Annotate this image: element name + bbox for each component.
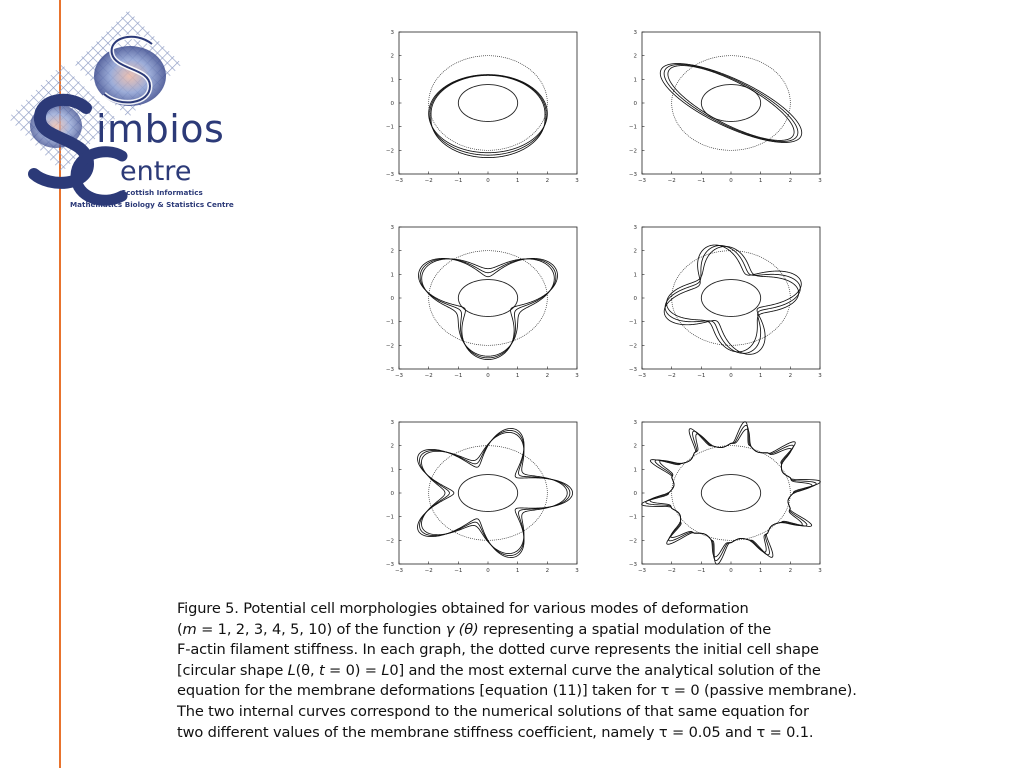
caption-line-2: (m = 1, 2, 3, 4, 5, 10) of the function γ (θ) representing a spatial modulation of the [177, 620, 772, 638]
caption-line-6: The two internal curves correspond to the numerical solutions of that same equation for [177, 702, 809, 720]
x-tick-label: −3 [637, 568, 647, 574]
plot-mode-1 [379, 24, 585, 184]
y-tick-label: 1 [633, 467, 637, 474]
nucleus-curve [458, 85, 517, 122]
initial-shape-curve [429, 251, 548, 346]
y-tick-label: −3 [628, 562, 637, 568]
x-tick-label: −2 [424, 178, 433, 184]
x-tick-label: −2 [424, 568, 433, 574]
logo-word-imbios: imbios [96, 107, 225, 151]
y-tick-label: 1 [390, 272, 394, 279]
y-tick-label: −2 [385, 538, 394, 545]
x-tick-label: 3 [818, 178, 822, 184]
plot-mode-10 [622, 414, 828, 574]
x-tick-label: −1 [697, 178, 706, 184]
x-tick-label: 0 [486, 178, 490, 184]
caption-line-4: [circular shape L(θ, t = 0) = L0] and the most external curve the analytical solution of the [177, 661, 821, 679]
x-tick-label: 3 [575, 178, 579, 184]
y-tick-label: 0 [390, 491, 394, 497]
plot-svg [622, 414, 828, 574]
x-tick-label: 2 [788, 373, 793, 379]
numerical-solution-curve [665, 246, 800, 354]
x-tick-label: 2 [545, 568, 550, 574]
numerical-solution-curve [431, 75, 545, 157]
simbios-logo-graphic [4, 8, 234, 218]
y-tick-label: −1 [628, 514, 637, 521]
plot-mode-2 [622, 24, 828, 184]
y-tick-label: 0 [633, 296, 637, 302]
y-tick-label: −2 [385, 148, 394, 155]
y-tick-label: −2 [385, 343, 394, 350]
plot-mode-5 [379, 414, 585, 574]
numerical-solution-curve [422, 259, 555, 356]
y-tick-label: −3 [628, 172, 637, 178]
nucleus-curve [458, 475, 517, 512]
y-tick-label: 2 [390, 443, 394, 450]
plot-svg [379, 414, 585, 574]
y-tick-label: −3 [385, 367, 394, 373]
plot-mode-4 [622, 219, 828, 379]
x-tick-label: −1 [454, 568, 463, 574]
analytic-solution-curve [418, 428, 573, 557]
x-tick-label: 0 [486, 373, 490, 379]
y-tick-label: 1 [390, 77, 394, 84]
nucleus-curve [701, 475, 760, 512]
logo-line-1: Scottish Informatics [121, 188, 203, 197]
x-tick-label: −3 [394, 373, 404, 379]
y-tick-label: −3 [385, 172, 394, 178]
initial-shape-curve [429, 56, 548, 151]
numerical-solution-curve [667, 246, 799, 351]
plot-frame [642, 32, 820, 174]
initial-shape-curve [672, 446, 791, 541]
caption-line-7: two different values of the membrane stiffness coefficient, namely τ = 0.05 and τ = 0.1. [177, 723, 814, 741]
x-tick-label: 1 [515, 568, 520, 574]
x-tick-label: −1 [697, 568, 706, 574]
y-tick-label: 3 [633, 420, 637, 426]
y-tick-label: −2 [628, 343, 637, 350]
plot-svg [622, 24, 828, 184]
y-tick-label: 0 [390, 296, 394, 302]
y-tick-label: −1 [385, 319, 394, 326]
x-tick-label: −1 [454, 373, 463, 379]
analytic-solution-curve [664, 245, 801, 354]
x-tick-label: 1 [758, 373, 763, 379]
y-tick-label: 0 [633, 101, 637, 107]
y-tick-label: −1 [385, 124, 394, 131]
y-tick-label: 2 [633, 248, 637, 255]
figure-caption [177, 599, 1007, 743]
x-tick-label: −3 [394, 178, 404, 184]
x-tick-label: 3 [818, 568, 822, 574]
y-tick-label: −3 [385, 562, 394, 568]
x-tick-label: −2 [667, 178, 676, 184]
x-tick-label: −3 [637, 373, 647, 379]
y-tick-label: 3 [633, 30, 637, 36]
caption-line-1: Figure 5. Potential cell morphologies obtained for various modes of deformation [177, 600, 749, 617]
y-tick-label: 0 [633, 491, 637, 497]
y-tick-label: 1 [633, 272, 637, 279]
plot-frame [399, 227, 577, 369]
plot-svg [379, 24, 585, 184]
initial-shape-curve [429, 446, 548, 541]
y-tick-label: 1 [390, 467, 394, 474]
x-tick-label: 1 [758, 178, 763, 184]
initial-shape-curve [672, 251, 791, 346]
analytic-solution-curve [660, 64, 801, 143]
x-tick-label: −2 [424, 373, 433, 379]
x-tick-label: 2 [788, 178, 793, 184]
y-tick-label: 2 [390, 53, 394, 60]
nucleus-curve [458, 280, 517, 317]
y-tick-label: 2 [390, 248, 394, 255]
plot-mode-3 [379, 219, 585, 379]
y-tick-label: −1 [628, 124, 637, 131]
y-tick-label: 0 [390, 101, 394, 107]
y-tick-label: 2 [633, 443, 637, 450]
y-tick-label: −2 [628, 148, 637, 155]
y-tick-label: −3 [628, 367, 637, 373]
x-tick-label: −2 [667, 568, 676, 574]
numerical-solution-curve [650, 429, 812, 557]
nucleus-curve [701, 280, 760, 317]
y-tick-label: −1 [628, 319, 637, 326]
x-tick-label: 2 [788, 568, 793, 574]
numerical-solution-curve [422, 432, 568, 553]
x-tick-label: 3 [575, 373, 579, 379]
x-tick-label: −1 [454, 178, 463, 184]
y-tick-label: 3 [390, 225, 394, 231]
y-tick-label: 3 [390, 30, 394, 36]
x-tick-label: 0 [486, 568, 490, 574]
numerical-solution-curve [420, 259, 556, 358]
x-tick-label: 3 [818, 373, 822, 379]
x-tick-label: 0 [729, 568, 733, 574]
plot-frame [399, 422, 577, 564]
plot-svg [622, 219, 828, 379]
logo-line-2: Mathematics Biology & Statistics Centre [70, 200, 234, 209]
x-tick-label: −1 [697, 373, 706, 379]
x-tick-label: 1 [515, 178, 520, 184]
y-tick-label: 3 [633, 225, 637, 231]
x-tick-label: 0 [729, 373, 733, 379]
x-tick-label: 1 [515, 373, 520, 379]
analytic-solution-curve [419, 258, 558, 359]
y-tick-label: −1 [385, 514, 394, 521]
x-tick-label: 2 [545, 373, 550, 379]
x-tick-label: 1 [758, 568, 763, 574]
x-tick-label: 2 [545, 178, 550, 184]
x-tick-label: −3 [394, 568, 404, 574]
x-tick-label: −2 [667, 373, 676, 379]
caption-line-5: equation for the membrane deformations [equation (11)] taken for τ = 0 (passive membrane). [177, 682, 857, 700]
caption-line-3: F-actin filament stiffness. In each graph, the dotted curve represents the initial cell shape [177, 641, 819, 659]
x-tick-label: 0 [729, 178, 733, 184]
y-tick-label: 1 [633, 77, 637, 84]
y-tick-label: 3 [390, 420, 394, 426]
initial-shape-curve [672, 56, 791, 151]
x-tick-label: −3 [637, 178, 647, 184]
plot-svg [379, 219, 585, 379]
y-tick-label: 2 [633, 53, 637, 60]
simbios-logo [4, 8, 234, 218]
y-tick-label: −2 [628, 538, 637, 545]
logo-word-entre: entre [120, 156, 192, 187]
x-tick-label: 3 [575, 568, 579, 574]
